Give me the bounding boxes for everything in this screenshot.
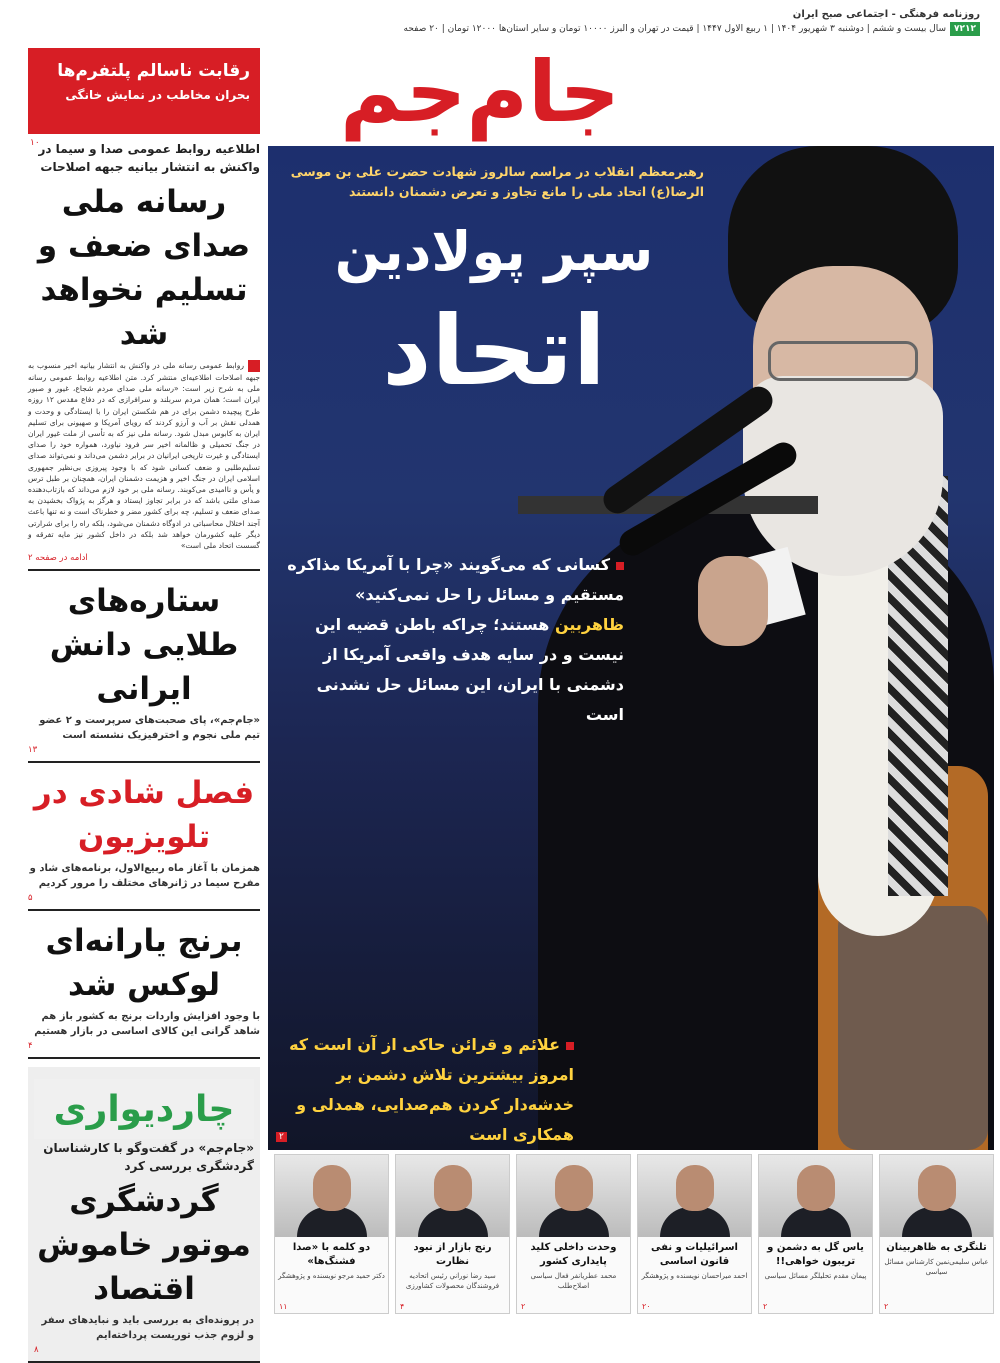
columnist-card[interactable] — [516, 1154, 631, 1314]
card-page-ref: ۴ — [400, 1302, 405, 1311]
story-title: گردشگری موتور خاموش اقتصاد — [37, 1183, 251, 1308]
story-page-ref: ۴ — [28, 1041, 33, 1052]
columnist-photo — [759, 1155, 872, 1237]
head-shape — [918, 1165, 956, 1211]
columnist-photo — [880, 1155, 993, 1237]
story-kicker: «جام‌جم» در گفت‌وگو با کارشناسان گردشگری بررسی کرد — [43, 1141, 254, 1174]
quote1-highlight: ظاهربین — [554, 615, 624, 634]
card-page-ref: ۲ — [884, 1302, 889, 1311]
card-author: احمد میراحسان نویسنده و پژوهشگر — [641, 1272, 748, 1280]
columnist-photo — [638, 1155, 751, 1237]
issue-meta: سال بیست و ششم | دوشنبه ۳ شهریور ۱۴۰۴ | ۱ ربیع الاول ۱۴۴۷ | قیمت در تهران و البرز ۱۰۰۰۰ تومان و سایر استان‌ها ۱۲۰۰۰ تومان | ۲۰ صفحه — [403, 24, 947, 34]
story-page-ref: ۸ — [34, 1345, 39, 1356]
card-author: سید رضا نوراني رئیس اتحادیه فروشندگان محصولات کشاورزی — [405, 1272, 500, 1290]
body-shape — [418, 1207, 488, 1237]
head-shape — [313, 1165, 351, 1211]
card-author: دکتر حمید مرجو نویسنده و پژوهشگر — [278, 1272, 385, 1280]
columnist-card[interactable] — [879, 1154, 994, 1314]
card-title: اسرائیلیات و نفی قانون اساسی — [651, 1242, 738, 1267]
left-column — [28, 140, 260, 1356]
newspaper-tagline: روزنامه فرهنگی - اجتماعی صبح ایران — [792, 9, 980, 20]
chardivari-logo: چاردیواری — [34, 1079, 254, 1139]
issue-number: ۷۲۱۲ — [950, 22, 980, 36]
story-tourism[interactable] — [28, 1067, 260, 1363]
story-tv-joy[interactable] — [28, 771, 260, 911]
issue-info-strip — [20, 8, 980, 44]
card-page-ref: ۲۰ — [642, 1302, 651, 1311]
story-sub: با وجود افزایش واردات برنج به کشور باز هم شاهد گرانی این کالای اساسی در بازار هستیم — [34, 1011, 260, 1038]
quote1-part-b: هستند؛ چراکه باطن قضیه این نیست و در سایه هدف واقعی آمریکا از دشمنی با ایران، این مسائل حل نشدنی است — [315, 615, 624, 724]
story-subsidized-rice[interactable] — [28, 919, 260, 1059]
promo-subtitle: بحران مخاطب در نمایش خانگی — [65, 88, 250, 102]
columnist-card[interactable] — [274, 1154, 389, 1314]
card-title: دو کلمه با «صدا فشنگ‌ها» — [292, 1242, 371, 1267]
card-author: پیمان مقدم تحلیلگر مسائل سیاسی — [764, 1272, 867, 1280]
hero-photo-story[interactable] — [268, 146, 994, 1150]
card-title: رنج بازار از نبود نظارت — [413, 1242, 492, 1267]
story-title: ستاره‌های طلایی دانش ایرانی — [49, 583, 239, 708]
card-title: تلنگری به ظاهربینان — [886, 1242, 987, 1253]
quote1-part-a: کسانی که می‌گویند «چرا با آمریکا مذاکره مستقیم و مسائل را حل نمی‌کنید» — [287, 555, 624, 604]
hero-kicker: رهبرمعظم انقلاب در مراسم سالروز شهادت حضرت علی بن موسی الرضا(ع) اتحاد ملی را مانع تجاوز و تعرض دشمنان دانستند — [290, 164, 704, 199]
card-page-ref: ۲ — [763, 1302, 768, 1311]
body-shape — [297, 1207, 367, 1237]
hand-shape — [698, 556, 768, 646]
masthead — [268, 44, 968, 140]
glasses-shape — [768, 341, 918, 381]
body-shape — [781, 1207, 851, 1237]
columnist-photo — [517, 1155, 630, 1237]
story-sub: «جام‌جم»، پای صحبت‌های سرپرست و ۲ عضو تیم ملی نجوم و اخترفیزیک نشسته است — [39, 715, 260, 742]
card-author: عباس سلیمی‌نمین کارشناس مسائل سیاسی — [884, 1258, 989, 1276]
bullet-icon — [616, 562, 624, 570]
story-sub: در پرونده‌ای به بررسی باید و نبایدهای سفر و لزوم جذب توریست پرداخته‌ایم — [41, 1315, 254, 1342]
story-page-ref: ۵ — [28, 893, 33, 904]
bullet-icon — [566, 1042, 574, 1050]
card-page-ref: ۲ — [521, 1302, 526, 1311]
body-shape — [902, 1207, 972, 1237]
story-title: برنج یارانه‌ای لوکس شد — [45, 923, 243, 1004]
columnist-card[interactable] — [395, 1154, 510, 1314]
card-title: وحدت داخلی کلید پایداری کشور — [530, 1242, 617, 1267]
body-shape — [539, 1207, 609, 1237]
columnist-photo — [396, 1155, 509, 1237]
logo-text: جام‌جم — [339, 43, 621, 141]
promo-title: رقابت ناسالم پلتفرم‌ها — [57, 61, 250, 81]
head-shape — [676, 1165, 714, 1211]
promo-box-platforms[interactable] — [28, 48, 260, 148]
chair-seat-shape — [838, 906, 988, 1150]
head-shape — [434, 1165, 472, 1211]
hero-headline-main: اتحاد — [382, 295, 606, 407]
quote2-text: علائم و قرائن حاکی از آن است که امروز بیشترین تلاش دشمن بر خدشه‌دار کردن هم‌صدایی، همدلی و همکاری است — [289, 1035, 574, 1144]
story-page-ref: ۱۳ — [28, 745, 38, 756]
story-title: فصل شادی در تلویزیون — [33, 775, 255, 856]
card-title: یاس گل به دشمن و تریبون خواهی!! — [767, 1242, 864, 1267]
story-sub: همزمان با آغاز ماه ربیع‌الاول، برنامه‌های شاد و مفرح سیما در ژانرهای مختلف را مرور کردیم — [29, 863, 260, 890]
story-page-ref: ادامه در صفحه ۲ — [28, 553, 88, 564]
hero-headline-top: سپر پولادین — [334, 220, 654, 283]
head-shape — [797, 1165, 835, 1211]
story-golden-stars[interactable] — [28, 579, 260, 763]
story-kicker: اطلاعیه روابط عمومی صدا و سیما در واکنش به انتشار بیانیه جبهه اصلاحات — [38, 142, 260, 174]
head-shape — [555, 1165, 593, 1211]
card-author: محمد عطریانفر فعال سیاسی اصلاح‌طلب — [530, 1272, 617, 1290]
jamejam-logo — [280, 43, 680, 141]
columnist-card[interactable] — [637, 1154, 752, 1314]
promo-page-ref: ۱۰ — [30, 138, 40, 148]
body-shape — [660, 1207, 730, 1237]
hero-quote-1 — [284, 550, 624, 730]
card-page-ref: ۱۱ — [279, 1302, 288, 1311]
story-body — [28, 360, 260, 551]
hero-quote-2 — [284, 1030, 574, 1150]
jamejam-mark-icon — [248, 360, 260, 372]
story-title: رسانه ملی صدای ضعف و تسلیم نخواهد شد — [37, 184, 251, 352]
columnist-card[interactable] — [758, 1154, 873, 1314]
story-broadcast-statement[interactable] — [28, 140, 260, 571]
columnists-strip — [270, 1154, 994, 1314]
hero-page-ref: ۲ — [276, 1132, 287, 1142]
columnist-photo — [275, 1155, 388, 1237]
story-body-text: روابط عمومی رسانه ملی در واکنش به انتشار بیانیه اخیر منسوب به جبهه اصلاحات اطلاعیه‌ای منتشر کرد. متن اطلاعیه روابط عمومی رسانه ملی به شرح زیر است: «رسانه ملی صدای مردم شجاع، غیور و صبور ایران است؛ همان مردم سربلند و سرافرازی که در دفاع مقدس ۱۲ روزه طرح پیچیده دشمن برای در هم شکستن ایران را با ایستادگی و وحدت و همدلی نقش بر آب و آرزو کردند که رویای آمریکا و صهیونی برای تسلیم ایران به کابوس مبدل شود. رسانه ملی نیز که به تأسی از ملت غیور ایران در جنگ تحمیلی و ظالمانه اخیر سر فرود نیاورد، همواره خود را صدای ایستادگی و غیرت تاریخی ایرانیان در برابر دشمن می‌داند و نمی‌تواند صدای تسلیم‌طلبی و ضعف کسانی شود که با وجود پیروزی بی‌نظیر جمهوری اسلامی ایران در جنگ اخیر و هزیمت دشمنان ایران، همچنان بر طبل ترس و یأس و ناامیدی می‌کوبند. رسانه ملی بر خود لازم می‌داند که بازتاب‌دهنده صدای ملتی باشد که در برابر تجاوز ایستاد و هرگز به پژواک بخشیدن به صدای ضعف و تسلیم، چه برای کشور مضر و خطرناک است و نه تنها باعث آجند اختلال محاسباتی در ادوگاه دشمنان می‌شود، بلکه راه را برای شرارتی دیگر علیه کشورمان خواهد شد بلکه در داخل کشور نیز مایه تفرقه و گسست اتحاد ملی است» — [28, 361, 260, 551]
